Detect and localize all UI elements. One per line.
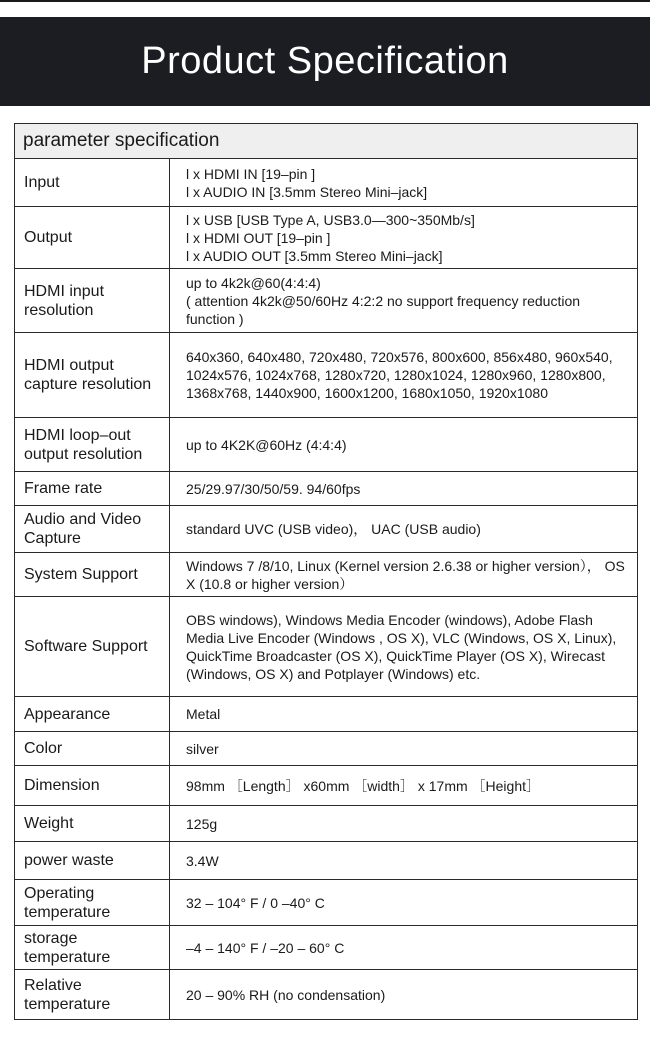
title-banner: [0, 17, 650, 106]
spec-value: [170, 970, 638, 1020]
table-row: [15, 880, 638, 926]
spec-value: [170, 732, 638, 766]
spec-value: [170, 159, 638, 207]
table-row: [15, 269, 638, 333]
spec-label: Operating temperature: [15, 880, 170, 926]
spec-value-line: 25/29.97/30/50/59. 94/60fps: [186, 480, 361, 497]
spec-value-line: Windows 7 /8/10, Linux (Kernel version 2.6.38 or higher version）， OS X (10.8 or higher version）: [186, 557, 625, 592]
spec-label: Dimension: [15, 766, 170, 806]
table-row: [15, 970, 638, 1020]
spec-value-line: OBS windows), Windows Media Encoder (windows), Adobe Flash Media Live Encoder (Windows , OS X), VLC (Windows, OS X, Linux), QuickTime Broadcaster (OS X), QuickTime Player (OS X), Wirecast (Windows, OS X) and Potplayer (Windows) etc.: [186, 611, 617, 682]
table-row: [15, 697, 638, 732]
spec-value: [170, 418, 638, 472]
spec-value-line: 3.4W: [186, 852, 219, 869]
page-title: Product Specification: [141, 40, 509, 82]
spec-value: [170, 842, 638, 880]
spec-value: [170, 880, 638, 926]
spec-value: [170, 597, 638, 697]
spec-value-line: l x USB [USB Type A, USB3.0—300~350Mb/s]: [186, 211, 475, 228]
spec-value-line: 640x360, 640x480, 720x480, 720x576, 800x600, 856x480, 960x540, 1024x576, 1024x768, 1280x720, 1280x1024, 1280x960, 1280x800, 1368x768, 1440x900, 1600x1200, 1680x1050, 1920x1080: [186, 349, 613, 401]
spec-label: Input: [15, 159, 170, 207]
spec-value-line: l x AUDIO OUT [3.5mm Stereo Mini–jack]: [186, 247, 443, 264]
spec-label: Output: [15, 207, 170, 269]
spec-value-line: –4 – 140° F / –20 – 60° C: [186, 939, 345, 956]
spec-label: HDMI input resolution: [15, 269, 170, 333]
table-header: parameter specification: [15, 124, 638, 159]
spec-value: [170, 207, 638, 269]
spec-value-line: l x AUDIO IN [3.5mm Stereo Mini–jack]: [186, 183, 428, 200]
spec-label: System Support: [15, 553, 170, 597]
spec-label: HDMI loop–out output resolution: [15, 418, 170, 472]
spec-label: Audio and Video Capture: [15, 506, 170, 553]
table-row: [15, 926, 638, 970]
spec-value-line: l x HDMI OUT [19–pin ]: [186, 229, 331, 246]
spec-value: [170, 506, 638, 553]
table-row: [15, 333, 638, 418]
spec-label: Frame rate: [15, 472, 170, 506]
spec-table: [14, 123, 638, 1020]
table-row: [15, 159, 638, 207]
spec-label: power waste: [15, 842, 170, 880]
spec-value: [170, 472, 638, 506]
table-row: [15, 806, 638, 842]
spec-label: storage temperature: [15, 926, 170, 970]
spec-value: [170, 697, 638, 732]
spec-value-line: silver: [186, 740, 219, 757]
table-row: [15, 207, 638, 269]
spec-value-line: ( attention 4k2k@50/60Hz 4:2:2 no support frequency reduction function ): [186, 292, 581, 327]
spec-value-line: 98mm ［Length］ x60mm ［width］ x 17mm ［Height］: [186, 777, 540, 794]
spec-label: Software Support: [15, 597, 170, 697]
spec-label: Weight: [15, 806, 170, 842]
spec-value-line: 20 – 90% RH (no condensation): [186, 986, 386, 1003]
spec-value: [170, 269, 638, 333]
table-header-row: [15, 124, 638, 159]
spec-value: [170, 806, 638, 842]
spec-label: Color: [15, 732, 170, 766]
table-row: [15, 732, 638, 766]
spec-value: [170, 926, 638, 970]
spec-value-line: up to 4k2k@60(4:4:4): [186, 274, 321, 291]
spec-label: Relative temperature: [15, 970, 170, 1020]
table-row: [15, 418, 638, 472]
top-rule: [0, 0, 650, 2]
table-row: [15, 553, 638, 597]
spec-value-line: up to 4K2K@60Hz (4:4:4): [186, 436, 347, 453]
spec-value-line: Metal: [186, 706, 221, 722]
table-row: [15, 472, 638, 506]
spec-value: [170, 766, 638, 806]
table-row: [15, 597, 638, 697]
spec-value-line: l x HDMI IN [19–pin ]: [186, 165, 316, 182]
spec-value: [170, 333, 638, 418]
spec-value-line: standard UVC (USB video)， UAC (USB audio): [186, 521, 481, 537]
spec-value-line: 125g: [186, 815, 218, 832]
spec-value-line: 32 – 104° F / 0 –40° C: [186, 894, 325, 911]
table-row: [15, 842, 638, 880]
table-row: [15, 766, 638, 806]
table-row: [15, 506, 638, 553]
spec-label: HDMI output capture resolution: [15, 333, 170, 418]
spec-value: [170, 553, 638, 597]
spec-label: Appearance: [15, 697, 170, 732]
